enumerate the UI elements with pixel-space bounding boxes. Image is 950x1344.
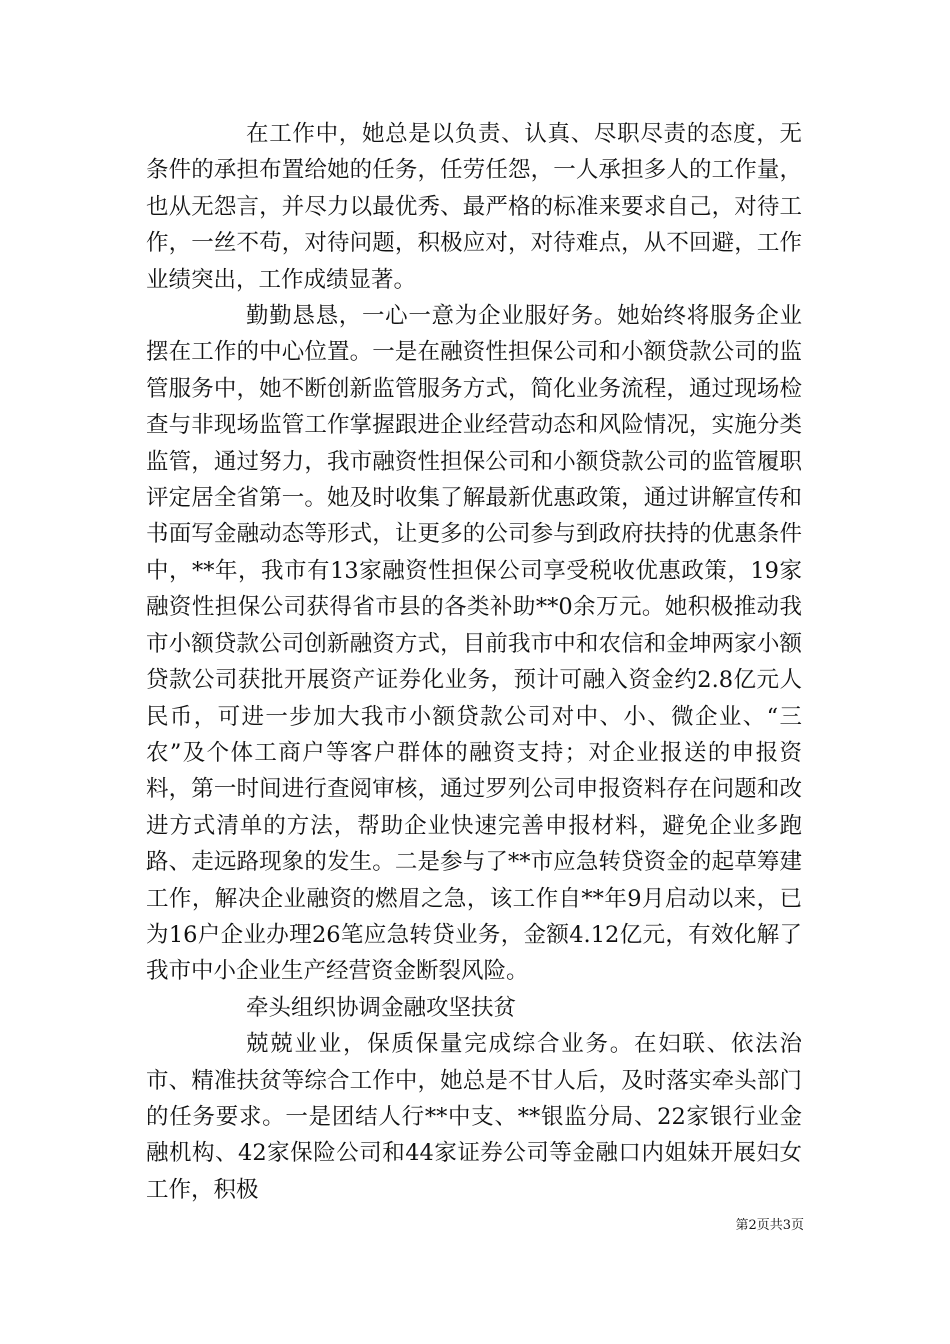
paragraph-work-attitude: 在工作中，她总是以负责、认真、尽职尽责的态度，无条件的承担布置给她的任务，任劳任怨，一人承担多人的工作量，也从无怨言，并尽力以最优秀、最严格的标准来要求自己，对待工作，一丝不苟，对待问题，积极应对，对待难点，从不回避，工作业绩突出，工作成绩显著。	[146, 121, 802, 293]
paragraph-enterprise-service: 勤勤恳恳，一心一意为企业服好务。她始终将服务企业摆在工作的中心位置。一是在融资性担保公司和小额贷款公司的监管服务中，她不断创新监管服务方式，简化业务流程，通过现场检查与非现场监管工作掌握跟进企业经营动态和风险情况，实施分类监管，通过努力，我市融资性担保公司和小额贷款公司的监管履职评定居全省第一。她及时收集了解最新优惠政策，通过讲解宣传和书面写金融动态等形式，让更多的公司参与到政府扶持的优惠条件中，**年，我市有13家融资性担保公司享受税收优惠政策，19家融资性担保公司获得省市县的各类补助**0余万元。她积极推动我市小额贷款公司创新融资方式，目前我市中和农信和金坤两家小额贷款公司获批开展资产证券化业务，预计可融入资金约2.8亿元人民币，可进一步加大我市小额贷款公司对中、小、微企业、“三农”及个体工商户等客户群体的融资支持；对企业报送的申报资料，第一时间进行查阅审核，通过罗列公司申报资料存在问题和改进方式清单的方法，帮助企业快速完善申报材料，避免企业多跑路、走远路现象的发生。二是参与了**市应急转贷资金的起草筹建工作，解决企业融资的燃眉之急，该工作自**年9月启动以来，已为16户企业办理26笔应急转贷业务，金额4.12亿元，有效化解了我市中小企业生产经营资金断裂风险。	[146, 303, 802, 985]
paragraph-comprehensive-work: 兢兢业业，保质保量完成综合业务。在妇联、依法治市、精准扶贫等综合工作中，她总是不甘人后，及时落实牵头部门的任务要求。一是团结人行**中支、**银监分局、22家银行业金融机构、42家保险公司和44家证券公司等金融口内姐妹开展妇女工作，积极	[146, 1031, 802, 1203]
document-body	[146, 116, 802, 1208]
section-heading: 牵头组织协调金融攻坚扶贫	[246, 994, 517, 1021]
page-number: 第2页共3页	[735, 1218, 804, 1233]
